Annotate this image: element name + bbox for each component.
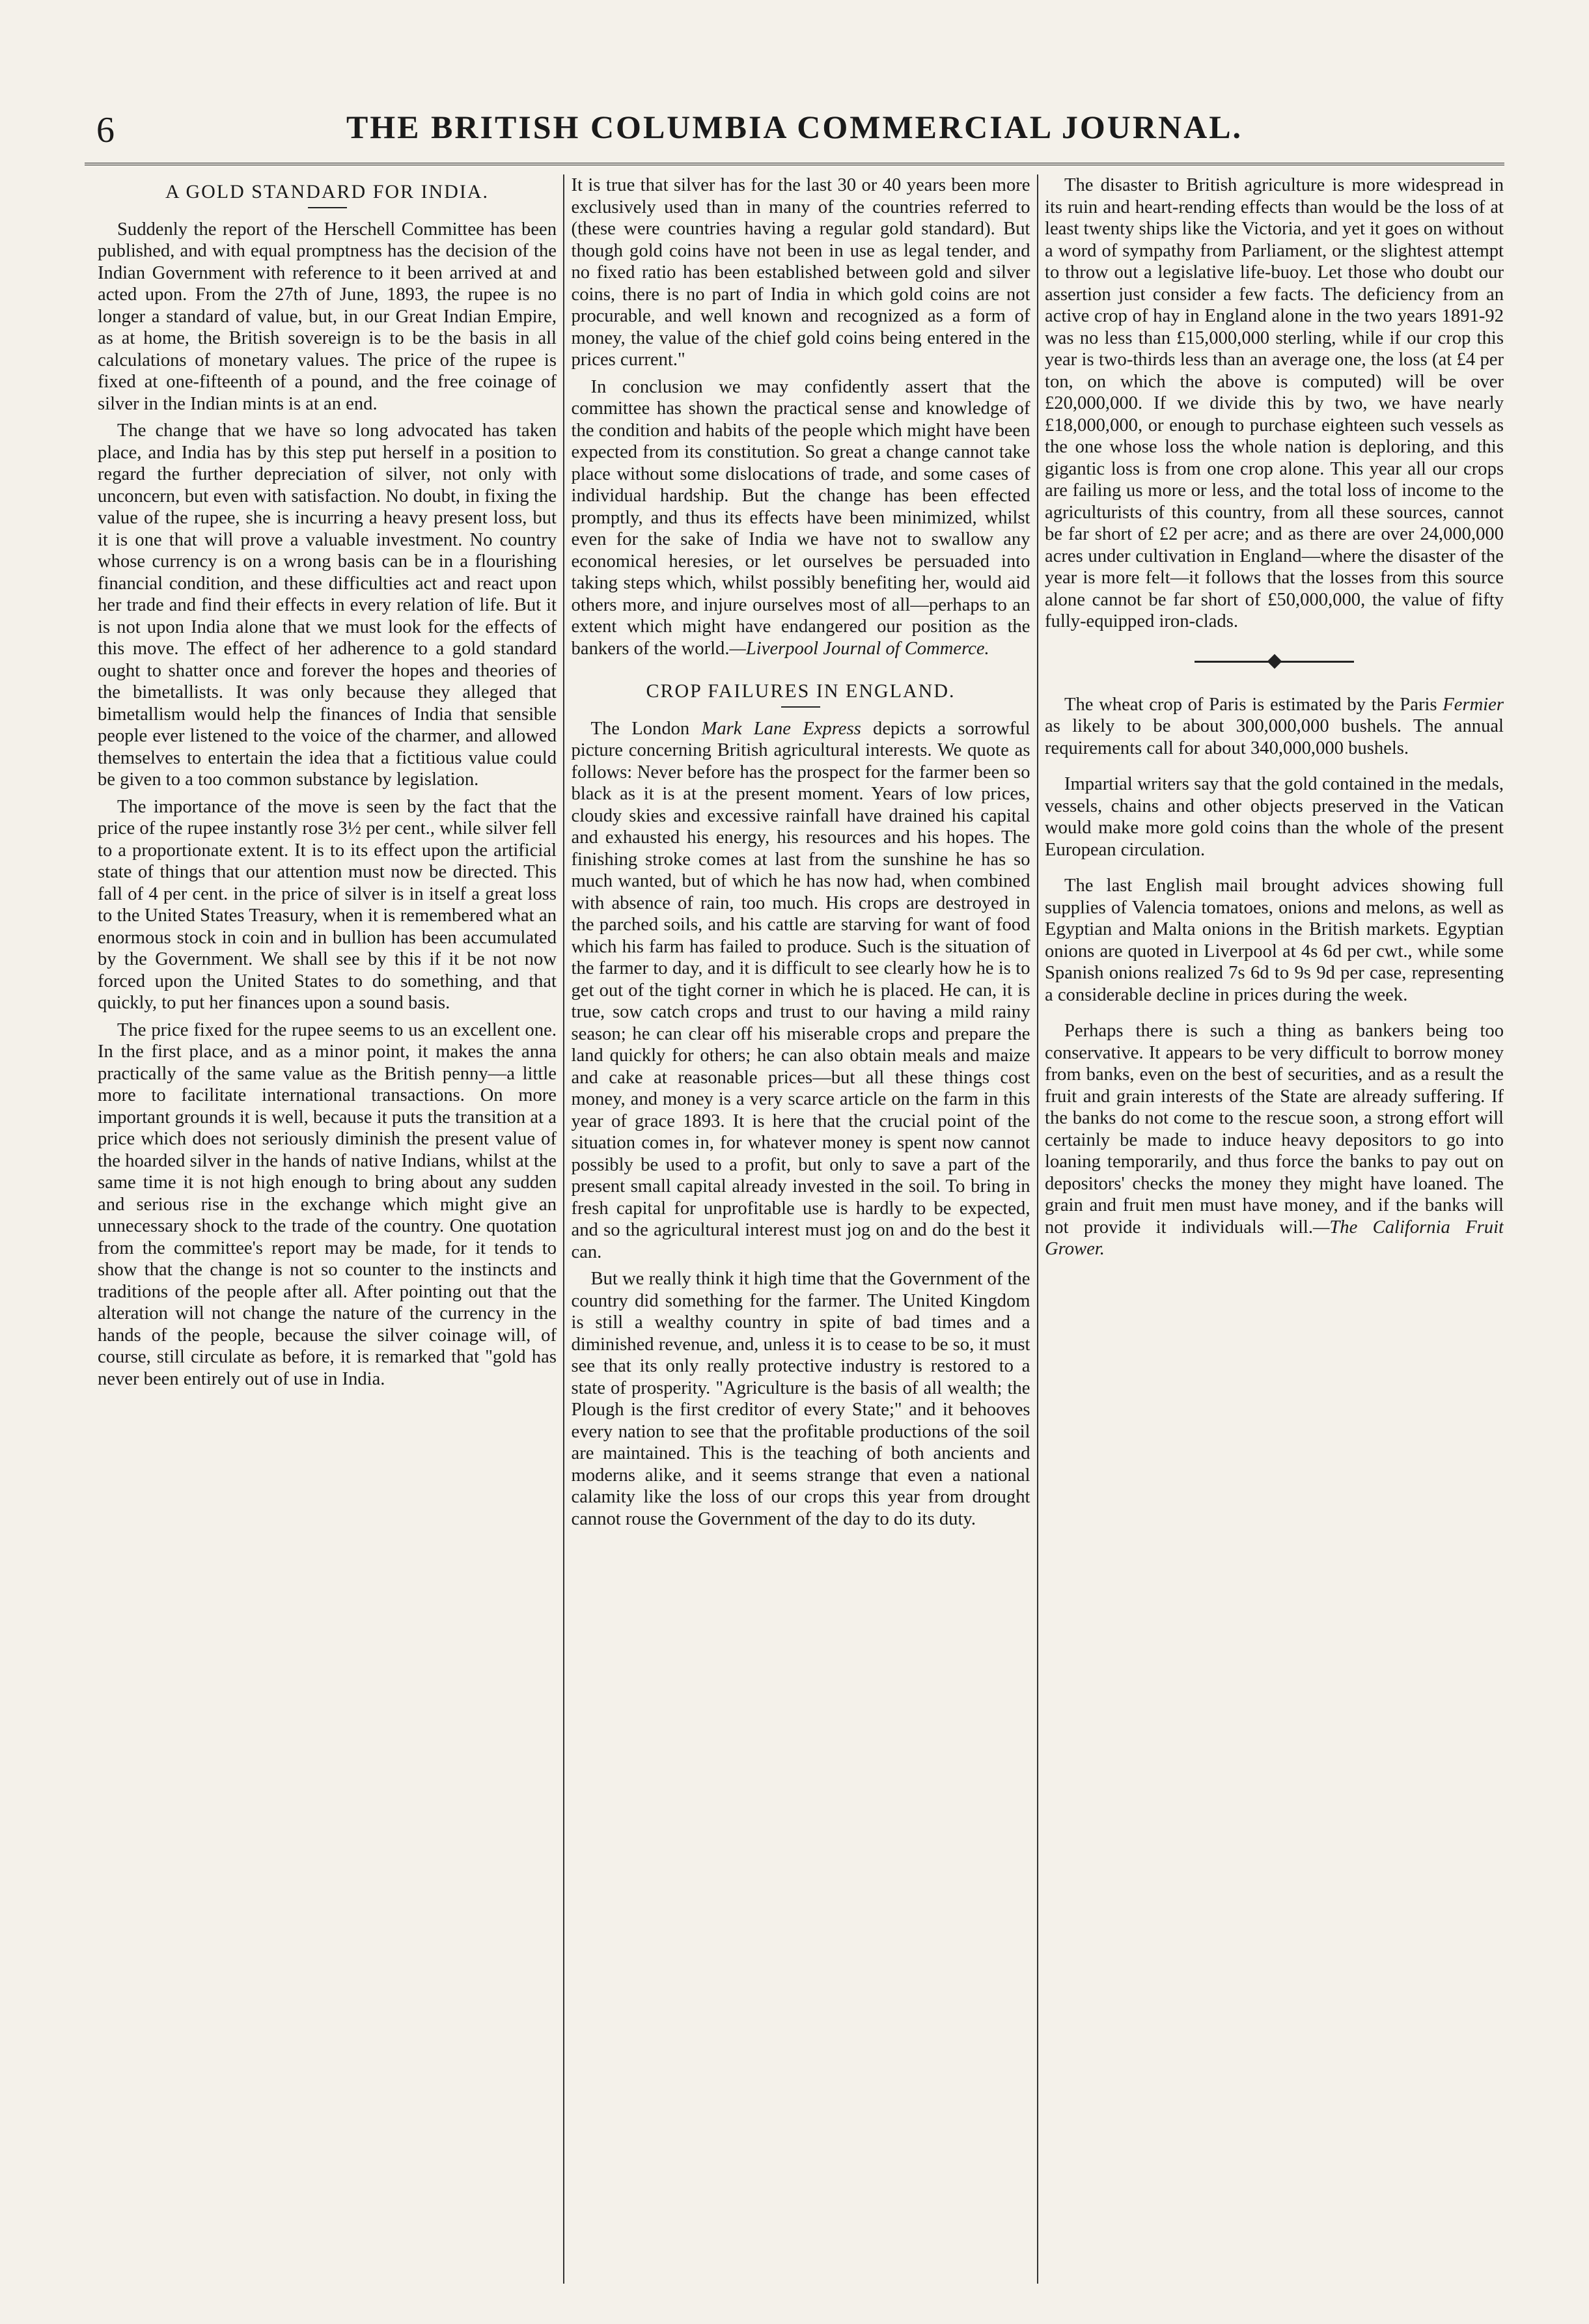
section-separator (1045, 648, 1504, 674)
crop-paragraph-2: But we really think it high time that the Government of the country did something for the farmer. The United Kingdom is still a wealthy country in spite of bad times and a diminished revenue, and, unless it is to cease to be so, it must see that its only really protective industry is restored to a state of prosperity. "Agriculture is the basis of all wealth; the Plough is the first creditor of every State;" and it behooves every nation to see that the profitable productions of the soil are maintained. This is the teaching of both ancients and moderns alike, and it seems strange that even a national calamity like the loss of our crops this year from drought cannot rouse the Government of the day to do its duty. (571, 1269, 1030, 1529)
column-divider (1037, 174, 1038, 2284)
article-title-crop-failures: CROP FAILURES IN ENGLAND. (646, 680, 956, 702)
gold-paragraph-5: It is true that silver has for the last 30 or 40 years been more exclusively used than in many of the countries referred to (these were countries having a regular gold standard). But though gold coins have not been in use as legal tender, and no fixed ratio has been established between gold and silver coins, there is no part of India in which gold coins are not procurable, and well known and recognized as a form of money, the value of the chief gold coins being entered in the prices current." (571, 175, 1030, 370)
title-divider (781, 706, 820, 708)
title-divider (308, 207, 347, 208)
gold-paragraph-1: Suddenly the report of the Herschell Committee has been published, and with equal promptness has the decision of the Indian Government with reference to it been arrived at and acted upon. From the 27th of June, 1893, the rupee is no longer a standard of value, but, in our Great Indian Empire, as at home, the British sovereign is to be the basis in all calculations of monetary values. The price of the rupee is fixed at one-fifteenth of a pound, and the free coinage of silver in the Indian mints is at an end. (98, 219, 557, 414)
gold-source: —Liverpool Journal of Commerce. (729, 638, 989, 659)
vatican-paragraph: Impartial writers say that the gold contained in the medals, vessels, chains and other objects preserved in the Vatican would make more gold coins than the whole of the present European circulation. (1045, 774, 1504, 860)
gold-paragraph-3: The importance of the move is seen by the fact that the price of the rupee instantly rose 3½ per cent., while silver fell to a proportionate extent. It is to its effect upon the artificial state of things that our attention must now be directed. This fall of 4 per cent. in the price of silver is in itself a great loss to the United States Treasury, when it is remembered what an enormous stock in coin and in bullion has been accumulated by the Government. We shall see by this if it be not now forced upon the United States to do something, and that quickly, to put her finances upon a sound basis. (98, 796, 557, 1013)
crop-paper-name: Mark Lane Express (701, 718, 861, 739)
bankers-source: —The California Fruit Grower. (1045, 1217, 1504, 1259)
article-columns (98, 174, 1504, 2284)
bankers-paragraph (1045, 1020, 1504, 1260)
crop-p1-body: depicts a sorrowful picture concerning British agricultural interests. We quote as follows: Never before has the prospect for the farmer been so black as it is at the present moment. Years of low prices, cloudy skies and excessive rainfall have drained his capital and exhausted his energy, his resources and his hopes. The finishing stroke comes at last from the sunshine he has so much wanted, but of which he has now had, when combined with absence of rain, too much. His crops are destroyed in the parched soils, and his cattle are starving for want of food which his farm has failed to produce. Such is the situation of the farmer to day, and it is difficult to see clearly how he is to get out of the tight corner in which he is placed. He can, it is true, sow catch crops and trust to our having a mild rainy season; he can clear off his miserable crops and prepare the land quickly for others; he can also obtain meals and maize and cake at reasonable prices—but all these things cost money, and money is a very scarce article on the farm in this year of grace 1893. It is here that the crucial point of the situation comes in, for whatever money is spent now cannot possibly be used to a profit, but only to save a part of the present small capital already invested in the soil. To bring in fresh capital for unprofitable use is hardly to be expected, and so the agricultural interest must jog on and do the best it can. (571, 718, 1030, 1262)
crop-paragraph-3: The disaster to British agriculture is more widespread in its ruin and heart-rending effects than would be the loss of at least twenty ships like the Victoria, and yet it goes on without a word of sympathy from Parliament, or the slightest attempt to throw out a legislative life-buoy. Let those who doubt our assertion just consider a few facts. The deficiency from an active crop of hay in England alone in the two years 1891-92 was no less than £15,000,000 sterling, while if our crop this year is two-thirds less than an average one, the loss (at £4 per ton, on which the above is computed) will be over £20,000,000. If we divide this by two, we have nearly £18,000,000, or enough to purchase eighteen such vessels as the one whose loss the whole nation is deploring, and this gigantic loss is from one crop alone. This year all our crops are failing us more or less, and the total loss of income to the agriculturists of this country, from all these sources, cannot be far short of £2 per acre; and as there are over 24,000,000 acres under cultivation in England—where the disaster of the year is more felt—it follows that the losses from this source alone cannot be far short of £50,000,000, the value of fifty fully-equipped iron-clads. (1045, 175, 1504, 631)
wheat-lead: The wheat crop of Paris is estimated by the Paris (1064, 694, 1443, 715)
gold-paragraph-6-text: In conclusion we may confidently assert that the committee has shown the practical sense and knowledge of the condition and habits of the people which might have been expected from its constitution. So great a change cannot take place without some dislocations of trade, and some cases of individual hardship. But the change has been effected promptly, and thus its effects have been minimized, whilst even for the sake of India we have not to swallow any economical heresies, or let ourselves be persuaded into taking steps which, whilst possibly benefiting her, would aid others more, and injure ourselves most of all—perhaps to an extent which might have endangered our position as the bankers of the world. (571, 376, 1030, 659)
article-title-gold-standard: A GOLD STANDARD FOR INDIA. (165, 181, 490, 202)
diamond-ornament-icon (1267, 654, 1282, 669)
crop-paragraph-1 (572, 718, 1030, 1264)
masthead-title: THE BRITISH COLUMBIA COMMERCIAL JOURNAL. (346, 109, 1243, 145)
page-header (85, 104, 1504, 165)
page-number: 6 (96, 110, 115, 150)
gold-paragraph-4: The price fixed for the rupee seems to us an excellent one. In the first place, and as a minor point, it makes the anna practically of the same value as the British penny—a little more to facilitate international transactions. On more important grounds it is well, because it puts the transition at a price which does not seriously diminish the present value of the hoarded silver in the hands of native Indians, whilst at the same time it is not high enough to bring about any sudden and serious rise in the exchange which might give an unnecessary shock to the trade of the country. One quotation from the committee's report may be made, for it tends to show that the change is not so counter to the instincts and traditions of the people after all. After pointing out that the alteration will not change the nature of the currency in the hands of the people, because the silver coinage will, of course, still circulate as before, it is remarked that "gold has never been entirely out of use in India. (98, 1019, 557, 1389)
wheat-paper-name: Fermier (1443, 694, 1504, 715)
onions-paragraph: The last English mail brought advices showing full supplies of Valencia tomatoes, onions and melons, as well as Egyptian and Malta onions in the British markets. Egyptian onions are quoted in Liverpool at 4s 6d per cwt., while some Spanish onions realized 7s 6d to 9s 9d per case, representing a considerable decline in prices during the week. (1045, 876, 1504, 1005)
column-3 (1045, 174, 1504, 2284)
bankers-text: Perhaps there is such a thing as bankers being too conservative. It appears to be very difficult to borrow money from banks, even on the best of securities, and as a result the fruit and grain interests of the State are already suffering. If the banks do not come to the rescue soon, a strong effort will certainly be made to induce heavy depositors to go into loaning temporarily, and thus force the banks to pay out on depositors' checks the money they might have loaned. The grain and fruit men must have money, and if the banks will not provide it individuals will. (1045, 1021, 1504, 1238)
gold-paragraph-2: The change that we have so long advocated has taken place, and India has by this step put herself in a position to regard the further depreciation of silver, not only with unconcern, but even with satisfaction. No doubt, in fixing the value of the rupee, she is incurring a heavy present loss, but it is one that will prove a valuable investment. No country whose currency is on a wrong basis can be in a flourishing financial condition, and these difficulties act and react upon her trade and find their effects in every relation of life. But it is not upon India alone that we must look for the effects of this move. The effect of her adherence to a gold standard ought to shatter once and forever the hopes and theories of the bimetallists. It was only because they alleged that bimetallism would help the finances of India that sensible people ever listened to the voice of the charmer, and allowed themselves to entertain the idea that a fictitious value could be given to a too common substance by legislation. (98, 421, 557, 790)
column-2 (572, 174, 1030, 2284)
wheat-paragraph (1045, 694, 1504, 760)
gold-paragraph-6 (572, 376, 1030, 660)
column-1 (98, 174, 557, 2284)
crop-p1-lead: The London (590, 718, 702, 739)
column-divider (563, 174, 564, 2284)
wheat-body: as likely to be about 300,000,000 bushels. The annual requirements call for about 340,000,000 bushels. (1045, 716, 1504, 758)
